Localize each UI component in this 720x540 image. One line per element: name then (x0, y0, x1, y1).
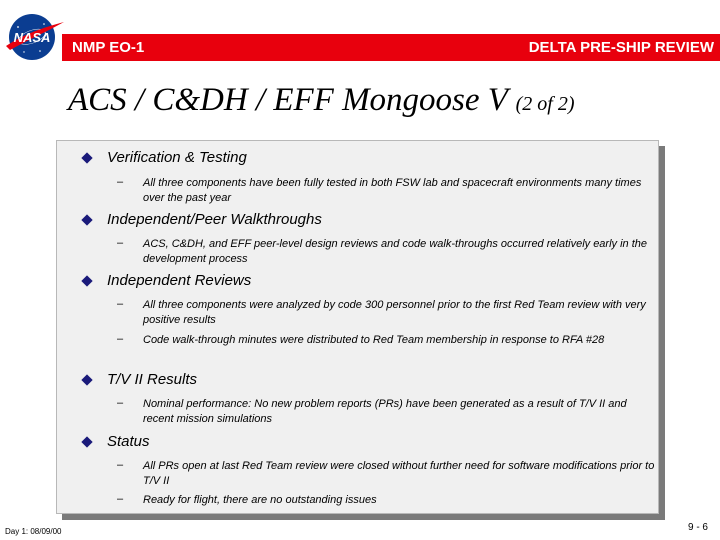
dash-icon: – (117, 493, 124, 505)
section-heading: Verification & Testing (107, 149, 247, 166)
nasa-logo (2, 12, 66, 62)
diamond-bullet-icon (81, 275, 92, 286)
nasa-logo-text: NASA (13, 30, 51, 45)
list-item-text: ACS, C&DH, and EFF peer-level design reviews and code walk-throughs occurred relatively early in the development process (143, 238, 647, 265)
dash-icon: – (117, 237, 124, 249)
dash-icon: – (117, 459, 124, 471)
dash-icon: – (117, 397, 124, 409)
list-item-text: All PRs open at last Red Team review were closed without further need for software modifications prior to T/V II (143, 460, 655, 487)
list-item-text: All three components have been fully tested in both FSW lab and spacecraft environments many times over the past year (143, 177, 642, 204)
slide-title-page: (2 of 2) (515, 93, 575, 115)
dash-icon: – (117, 298, 124, 310)
list-item-text: Ready for flight, there are no outstanding issues (143, 494, 377, 506)
diamond-bullet-icon (81, 436, 92, 447)
section-heading: T/V II Results (107, 371, 198, 388)
footer-date: Day 1: 08/09/00 (5, 527, 62, 536)
diamond-bullet-icon (81, 374, 92, 385)
list-item-text: Nominal performance: No new problem reports (PRs) have been generated as a result of T/V II and recent mission simulations (143, 398, 627, 425)
mission-label: NMP EO-1 (72, 39, 145, 56)
list-item-text: Code walk-through minutes were distributed to Red Team membership in response to RFA #28 (143, 334, 605, 346)
dash-icon: – (117, 176, 124, 188)
diamond-bullet-icon (81, 214, 92, 225)
page-number: 9 - 6 (687, 522, 708, 533)
header-banner (62, 34, 720, 61)
nasa-meatball-icon (2, 12, 66, 62)
slide-title-main: ACS / C&DH / EFF Mongoose V (68, 82, 508, 118)
section-heading: Status (107, 433, 150, 450)
slide-title (68, 82, 575, 119)
dash-icon: – (117, 333, 124, 345)
content-panel (56, 140, 659, 514)
review-label: DELTA PRE-SHIP REVIEW (528, 39, 714, 56)
section-heading: Independent Reviews (107, 272, 252, 289)
section-heading: Independent/Peer Walkthroughs (107, 211, 322, 228)
diamond-bullet-icon (81, 152, 92, 163)
list-item-text: All three components were analyzed by code 300 personnel prior to the first Red Team review with very positive results (143, 299, 646, 326)
